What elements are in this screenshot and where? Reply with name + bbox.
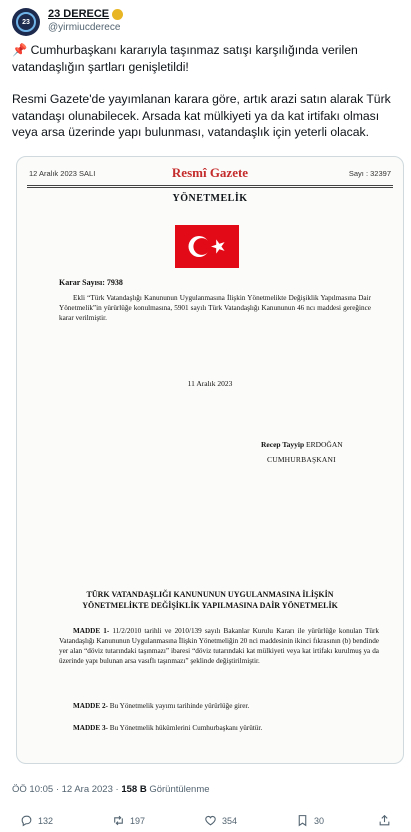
bookmark-count: 30	[314, 815, 325, 826]
tweet-paragraph-2: Resmi Gazete'de yayımlanan karara göre, artık arazi satın alarak Türk vatandaşı olunabilecek. Arsada kat mülkiyeti ya da kat irtifakı olması veya arsa üzerinde yapı bulunması, vatandaşlık için yeterli olacak.	[12, 92, 391, 139]
decision-number: Karar Sayısı: 7938	[59, 278, 123, 287]
share-icon	[378, 814, 391, 827]
signer-title: CUMHURBAŞKANI	[267, 455, 336, 464]
author-handle[interactable]: @yirmiucderece	[48, 22, 121, 33]
gazette-issue-number: Sayı : 32397	[348, 169, 391, 178]
article-2-text: Bu Yönetmelik yayımı tarihinde yürürlüğe girer.	[109, 702, 250, 710]
gazette-header	[25, 165, 395, 183]
signature-date: 11 Aralık 2023	[187, 379, 233, 388]
regulation-title-line-2: YÖNETMELİKTE DEĞİŞİKLİK YAPILMASINA DAİR YÖNETMELİK	[82, 601, 338, 610]
signer-last-name: ERDOĞAN	[306, 440, 343, 449]
retweet-count: 197	[130, 815, 146, 826]
like-count: 354	[222, 815, 238, 826]
regulation-title-line-1: TÜRK VATANDAŞLIĞI KANUNUNUN UYGULANMASINA İLİŞKİN	[86, 590, 334, 599]
retweet-button[interactable]	[112, 814, 145, 827]
reply-button[interactable]	[20, 814, 53, 827]
reply-icon	[20, 814, 33, 827]
tweet-meta	[12, 784, 210, 795]
pushpin-icon: 📌	[12, 43, 28, 57]
header-divider	[27, 187, 393, 188]
article-3-label: MADDE 3-	[73, 724, 108, 732]
article-1-text: 11/2/2010 tarihli ve 2010/139 sayılı Bakanlar Kurulu Kararı ile yürürlüğe konulan Türk Vatandaşlığı Kanununun Uygulanmasına İlişkin Yönetmeliğin 20 nci maddesinin ikinci fıkrasının (b) bendinde yer alan “döviz tutarındaki taşınmazı” ibaresi “döviz tutarındaki kat mülkiyeti veya kat irtifakı kurulmuş ya da üzerinde yapı bulunan arsa vasıflı taşınmazı” şeklinde değiştirilmiştir.	[59, 627, 380, 665]
verified-badge-icon	[112, 9, 123, 20]
view-count: 158 B	[121, 784, 147, 795]
tweet-paragraph-1	[12, 42, 400, 75]
signer-first-name: Recep Tayyip	[261, 440, 305, 449]
tweet-text	[12, 42, 400, 141]
article-2	[59, 701, 379, 711]
tweet-line-1: Cumhurbaşkanı kararıyla taşınmaz satışı karşılığında verilen vatandaşlığın şartları genişletildi!	[12, 43, 358, 74]
tweet-image-document[interactable]	[16, 156, 404, 764]
signer-name	[261, 440, 343, 449]
avatar[interactable]	[12, 8, 40, 36]
tweet-actions	[0, 814, 411, 832]
avatar-logo: 23	[16, 12, 36, 32]
article-1	[59, 626, 379, 666]
tweet-timestamp[interactable]: ÖÖ 10:05 · 12 Ara 2023 ·	[12, 784, 119, 795]
like-button[interactable]	[204, 814, 237, 827]
header-divider	[27, 185, 393, 186]
author-name[interactable]: 23 DERECE	[48, 8, 110, 20]
article-3	[59, 723, 379, 733]
gazette-title: Resmî Gazete	[171, 165, 249, 180]
article-2-label: MADDE 2-	[73, 702, 108, 710]
section-heading: YÖNETMELİK	[172, 193, 248, 204]
article-1-label: MADDE 1-	[73, 627, 110, 635]
bookmark-icon	[296, 814, 309, 827]
author-name-row	[48, 8, 123, 20]
regulation-title	[17, 589, 403, 611]
turkish-flag-icon	[175, 225, 239, 268]
tweet-header	[8, 6, 403, 36]
retweet-icon	[112, 814, 125, 827]
article-3-text: Bu Yönetmelik hükümlerini Cumhurbaşkanı yürütür.	[109, 724, 263, 732]
reply-count: 132	[38, 815, 54, 826]
view-count-label: Görüntülenme	[149, 784, 210, 795]
gazette-date: 12 Aralık 2023 SALI	[29, 169, 96, 178]
decision-text: Ekli “Türk Vatandaşlığı Kanununun Uygulanmasına İlişkin Yönetmelikte Değişiklik Yapılmasına Dair Yönetmelik”in yürürlüğe konulmasına, 5901 sayılı Türk Vatandaşlığı Kanununun 46 ncı maddesi gereğince karar verilmiştir.	[59, 294, 371, 322]
bookmark-button[interactable]	[296, 814, 324, 827]
heart-icon	[204, 814, 217, 827]
share-button[interactable]	[378, 814, 391, 827]
